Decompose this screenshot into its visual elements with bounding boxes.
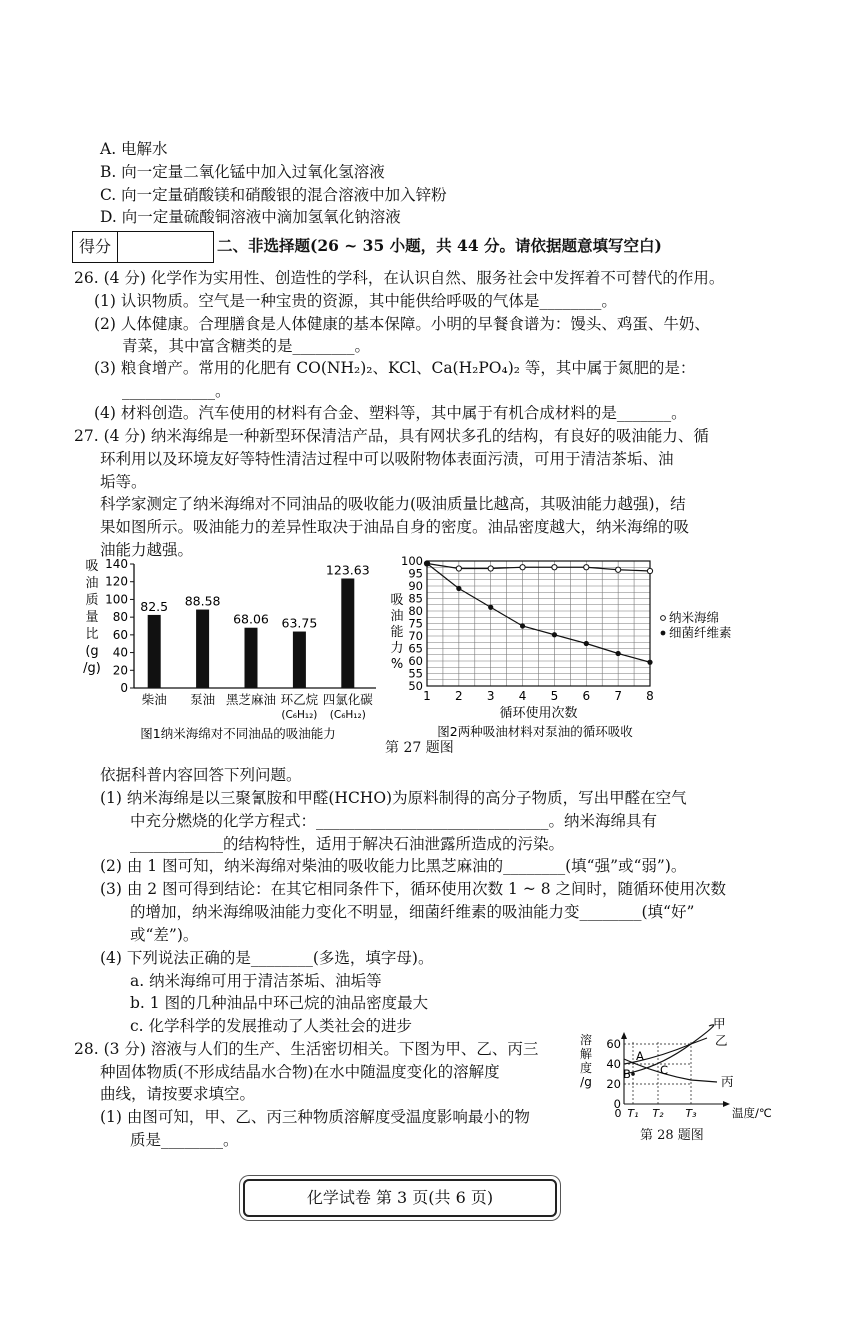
chart-title: 图2两种吸油材料对泵油的循环吸收 bbox=[437, 724, 633, 739]
y-tick-label: 100 bbox=[105, 592, 128, 607]
bar-value-label: 88.58 bbox=[184, 593, 221, 609]
page-footer: 化学试卷 第 3 页(共 6 页) bbox=[243, 1179, 557, 1217]
series-point-nano-sponge bbox=[456, 566, 461, 571]
curve-label-yi: 乙 bbox=[715, 1033, 728, 1048]
bar-value-label: 123.63 bbox=[325, 562, 370, 578]
legend-marker-nano-sponge bbox=[661, 616, 666, 621]
bar bbox=[293, 632, 306, 688]
legend-marker-bacterial-cellulose bbox=[661, 631, 666, 636]
q26-part3b: ____________。 bbox=[122, 382, 231, 400]
x-tick-label: 7 bbox=[614, 689, 622, 703]
y-axis-label-char: 溶 bbox=[579, 1033, 593, 1047]
y-tick-label: 50 bbox=[408, 679, 423, 693]
origin-label: 0 bbox=[614, 1107, 622, 1120]
y-axis-label-char: 质 bbox=[85, 593, 99, 608]
series-point-nano-sponge bbox=[488, 566, 493, 571]
legend-label-bacterial-cellulose: 细菌纤维素 bbox=[669, 625, 732, 640]
y-tick-label: 0 bbox=[613, 1097, 621, 1111]
curve-label-jia: 甲 bbox=[713, 1016, 726, 1031]
y-tick-label: 90 bbox=[408, 579, 423, 593]
y-axis-label-char: % bbox=[390, 657, 404, 672]
y-axis-label-char: 油 bbox=[85, 576, 99, 591]
bar-value-label: 68.06 bbox=[233, 611, 269, 627]
q27-a1b: 中充分燃烧的化学方程式：______________________________。纳米海绵具有 bbox=[130, 812, 658, 830]
y-axis-label-char: 度 bbox=[579, 1061, 593, 1075]
bar bbox=[245, 628, 258, 688]
category-label: 柴油 bbox=[141, 692, 167, 707]
q27-figure-label: 第 27 题图 bbox=[385, 740, 454, 756]
option-a: A. 电解水 bbox=[100, 140, 168, 158]
y-axis-label-char: 比 bbox=[85, 627, 99, 642]
x-tick-label: T₁ bbox=[627, 1107, 639, 1120]
q27-a4-option-a: a. 纳米海绵可用于清洁茶垢、油垢等 bbox=[130, 972, 382, 990]
point-b-marker bbox=[631, 1072, 635, 1076]
y-tick-label: 95 bbox=[408, 566, 423, 581]
y-tick-label: 0 bbox=[120, 681, 128, 695]
x-axis-label: 温度/℃ bbox=[732, 1106, 772, 1120]
point-label-c: C bbox=[660, 1063, 669, 1077]
q26-stem: 26. (4 分) 化学作为实用性、创造性的学科，在认识自然、服务社会中发挥着不可替代的作用。 bbox=[74, 269, 725, 287]
series-point-nano-sponge bbox=[520, 565, 525, 570]
q27-a4-option-b: b. 1 图的几种油品中环己烷的油品密度最大 bbox=[130, 994, 429, 1012]
q26-part1: (1) 认识物质。空气是一种宝贵的资源，其中能供给呼吸的气体是________。 bbox=[94, 292, 617, 310]
series-point-bacterial-cellulose bbox=[584, 641, 589, 646]
option-c: C. 向一定量硝酸镁和硝酸银的混合溶液中加入锌粉 bbox=[100, 186, 447, 204]
q27-a4-option-c: c. 化学科学的发展推动了人类社会的进步 bbox=[130, 1017, 413, 1035]
x-tick-label: 2 bbox=[455, 689, 463, 703]
series-point-nano-sponge bbox=[552, 565, 557, 570]
q26-part2b: 青菜，其中富含糖类的是________。 bbox=[122, 337, 371, 355]
category-formula-label: (C₆H₁₂) bbox=[329, 709, 366, 721]
y-axis-label-char: /g bbox=[580, 1075, 592, 1089]
option-d: D. 向一定量硫酸铜溶液中滴加氢氧化钠溶液 bbox=[100, 208, 401, 226]
y-axis-label-char: 油 bbox=[390, 609, 404, 624]
q27-a1a: (1) 纳米海绵是以三聚氰胺和甲醛(HCHO)为原料制得的高分子物质，写出甲醛在空气 bbox=[100, 789, 687, 807]
q27-a1c: ____________的结构特性，适用于解决石油泄露所造成的污染。 bbox=[130, 835, 565, 853]
x-tick-label: 6 bbox=[582, 689, 591, 703]
q27-a3b: 的增加，纳米海绵吸油能力变化不明显，细菌纤维素的吸油能力变________(填“好” bbox=[130, 903, 695, 921]
q27-line5: 果如图所示。吸油能力的差异性取决于油品自身的密度。油品密度越大，纳米海绵的吸 bbox=[100, 518, 690, 536]
q27-intro: 依据科普内容回答下列问题。 bbox=[100, 766, 302, 784]
y-tick-label: 100 bbox=[401, 554, 423, 568]
bar bbox=[196, 610, 209, 688]
option-b: B. 向一定量二氧化锰中加入过氧化氢溶液 bbox=[100, 163, 385, 181]
figure-2-line-chart bbox=[385, 556, 785, 743]
q27-a4: (4) 下列说法正确的是________(多选，填字母)。 bbox=[100, 949, 434, 967]
bar-value-label: 63.75 bbox=[281, 615, 318, 631]
x-tick-label: 3 bbox=[486, 689, 495, 703]
series-point-bacterial-cellulose bbox=[616, 651, 621, 656]
y-axis-label-char: 解 bbox=[579, 1047, 593, 1061]
y-tick-label: 55 bbox=[408, 666, 423, 681]
category-label: 环乙烷 bbox=[280, 692, 319, 707]
y-axis-label-char: 力 bbox=[390, 641, 404, 656]
point-label-a: A bbox=[636, 1049, 644, 1063]
q27-line2: 环利用以及环境友好等特性清洁过程中可以吸附物体表面污渍，可用于清洁茶垢、油 bbox=[100, 450, 674, 468]
x-tick-label: 4 bbox=[518, 689, 527, 703]
q28-figure-label: 第 28 题图 bbox=[640, 1128, 704, 1143]
category-label: 黑芝麻油 bbox=[225, 692, 277, 707]
series-point-bacterial-cellulose bbox=[520, 623, 525, 628]
y-tick-label: 20 bbox=[112, 663, 128, 678]
series-point-bacterial-cellulose bbox=[456, 586, 461, 591]
y-tick-label: 120 bbox=[105, 574, 128, 589]
q27-line4: 科学家测定了纳米海绵对不同油品的吸收能力(吸油质量比越高，其吸油能力越强)，结 bbox=[100, 495, 686, 513]
y-axis-label-char: 吸 bbox=[85, 559, 99, 574]
category-label: 四氯化碳 bbox=[322, 692, 373, 707]
chart-title: 图1纳米海绵对不同油品的吸油能力 bbox=[140, 726, 336, 741]
y-axis-label-char: 吸 bbox=[390, 593, 404, 608]
score-label: 得分 bbox=[73, 232, 118, 262]
y-tick-label: 65 bbox=[408, 641, 423, 656]
y-tick-label: 80 bbox=[112, 610, 128, 625]
q27-a3a: (3) 由 2 图可得到结论：在其它相同条件下，循环使用次数 1 ~ 8 之间时，随循环使用次数 bbox=[100, 880, 727, 898]
y-axis-label-char: 能 bbox=[390, 625, 404, 640]
category-label: 泵油 bbox=[190, 692, 216, 707]
x-tick-label: 5 bbox=[550, 689, 559, 703]
y-axis-label-char: /g) bbox=[83, 661, 101, 676]
y-tick-label: 80 bbox=[408, 604, 423, 618]
legend-label-nano-sponge: 纳米海绵 bbox=[669, 610, 720, 625]
y-axis-arrow bbox=[621, 1032, 627, 1039]
y-tick-label: 40 bbox=[112, 645, 128, 660]
q28-line2: 种固体物质(不形成结晶水合物)在水中随温度变化的溶解度 bbox=[100, 1063, 500, 1081]
bar-value-label: 82.5 bbox=[140, 598, 169, 614]
y-tick-label: 140 bbox=[105, 557, 128, 571]
figure-1-bar-chart bbox=[78, 558, 388, 743]
y-tick-label: 20 bbox=[606, 1077, 621, 1091]
category-formula-label: (C₆H₁₂) bbox=[281, 709, 318, 721]
series-point-nano-sponge bbox=[584, 565, 589, 570]
series-point-bacterial-cellulose bbox=[647, 660, 652, 665]
y-tick-label: 60 bbox=[112, 627, 128, 642]
bar bbox=[341, 578, 354, 688]
series-point-nano-sponge bbox=[647, 568, 652, 573]
x-tick-label: T₂ bbox=[652, 1107, 664, 1120]
y-tick-label: 75 bbox=[408, 616, 423, 631]
series-point-bacterial-cellulose bbox=[488, 605, 493, 610]
y-axis-label-char: 量 bbox=[85, 610, 99, 625]
q28-part1b: 质是________。 bbox=[130, 1131, 239, 1149]
series-point-bacterial-cellulose bbox=[424, 561, 429, 566]
y-tick-label: 40 bbox=[606, 1057, 621, 1071]
x-axis-arrow bbox=[723, 1101, 730, 1107]
y-tick-label: 60 bbox=[606, 1037, 621, 1051]
q27-line6: 油能力越强。 bbox=[100, 541, 194, 559]
q27-a3c: 或“差”)。 bbox=[130, 926, 199, 944]
q28-line3: 曲线，请按要求填空。 bbox=[100, 1085, 256, 1103]
series-point-bacterial-cellulose bbox=[552, 632, 557, 637]
q28-part1a: (1) 由图可知，甲、乙、丙三种物质溶解度受温度影响最小的物 bbox=[100, 1108, 530, 1126]
x-tick-label: T₃ bbox=[685, 1107, 697, 1120]
y-axis-label-char: (g bbox=[85, 644, 99, 659]
q27-a2: (2) 由 1 图可知，纳米海绵对柴油的吸收能力比黑芝麻油的________(填“强”或“弱”)。 bbox=[100, 857, 687, 875]
curve-label-bing: 丙 bbox=[721, 1074, 734, 1089]
q28-line1: 28. (3 分) 溶液与人们的生产、生活密切相关。下图为甲、乙、丙三 bbox=[74, 1040, 539, 1058]
q27-line3: 垢等。 bbox=[100, 473, 147, 491]
y-tick-label: 70 bbox=[408, 629, 423, 643]
x-tick-label: 1 bbox=[423, 689, 431, 703]
q27-line1: 27. (4 分) 纳米海绵是一种新型环保清洁产品，具有网状多孔的结构，有良好的吸油能力、循 bbox=[74, 427, 709, 445]
section-title: 二、非选择题(26 ~ 35 小题，共 44 分。请依据题意填写空白) bbox=[217, 236, 662, 255]
q26-part4: (4) 材料创造。汽车使用的材料有合金、塑料等，其中属于有机合成材料的是_______。 bbox=[94, 404, 687, 422]
series-point-nano-sponge bbox=[616, 567, 621, 572]
y-tick-label: 60 bbox=[408, 654, 423, 668]
q26-part3a: (3) 粮食增产。常用的化肥有 CO(NH₂)₂、KCl、Ca(H₂PO₄)₂ 等，其中属于氮肥的是： bbox=[94, 359, 696, 377]
x-tick-label: 8 bbox=[646, 689, 654, 703]
q26-part2a: (2) 人体健康。合理膳食是人体健康的基本保障。小明的早餐食谱为：馒头、鸡蛋、牛奶、 bbox=[94, 315, 710, 333]
x-axis-label: 循环使用次数 bbox=[499, 706, 578, 721]
score-box bbox=[72, 231, 214, 263]
point-label-b: B bbox=[623, 1067, 631, 1081]
y-tick-label: 85 bbox=[408, 591, 423, 606]
bar bbox=[148, 615, 161, 688]
